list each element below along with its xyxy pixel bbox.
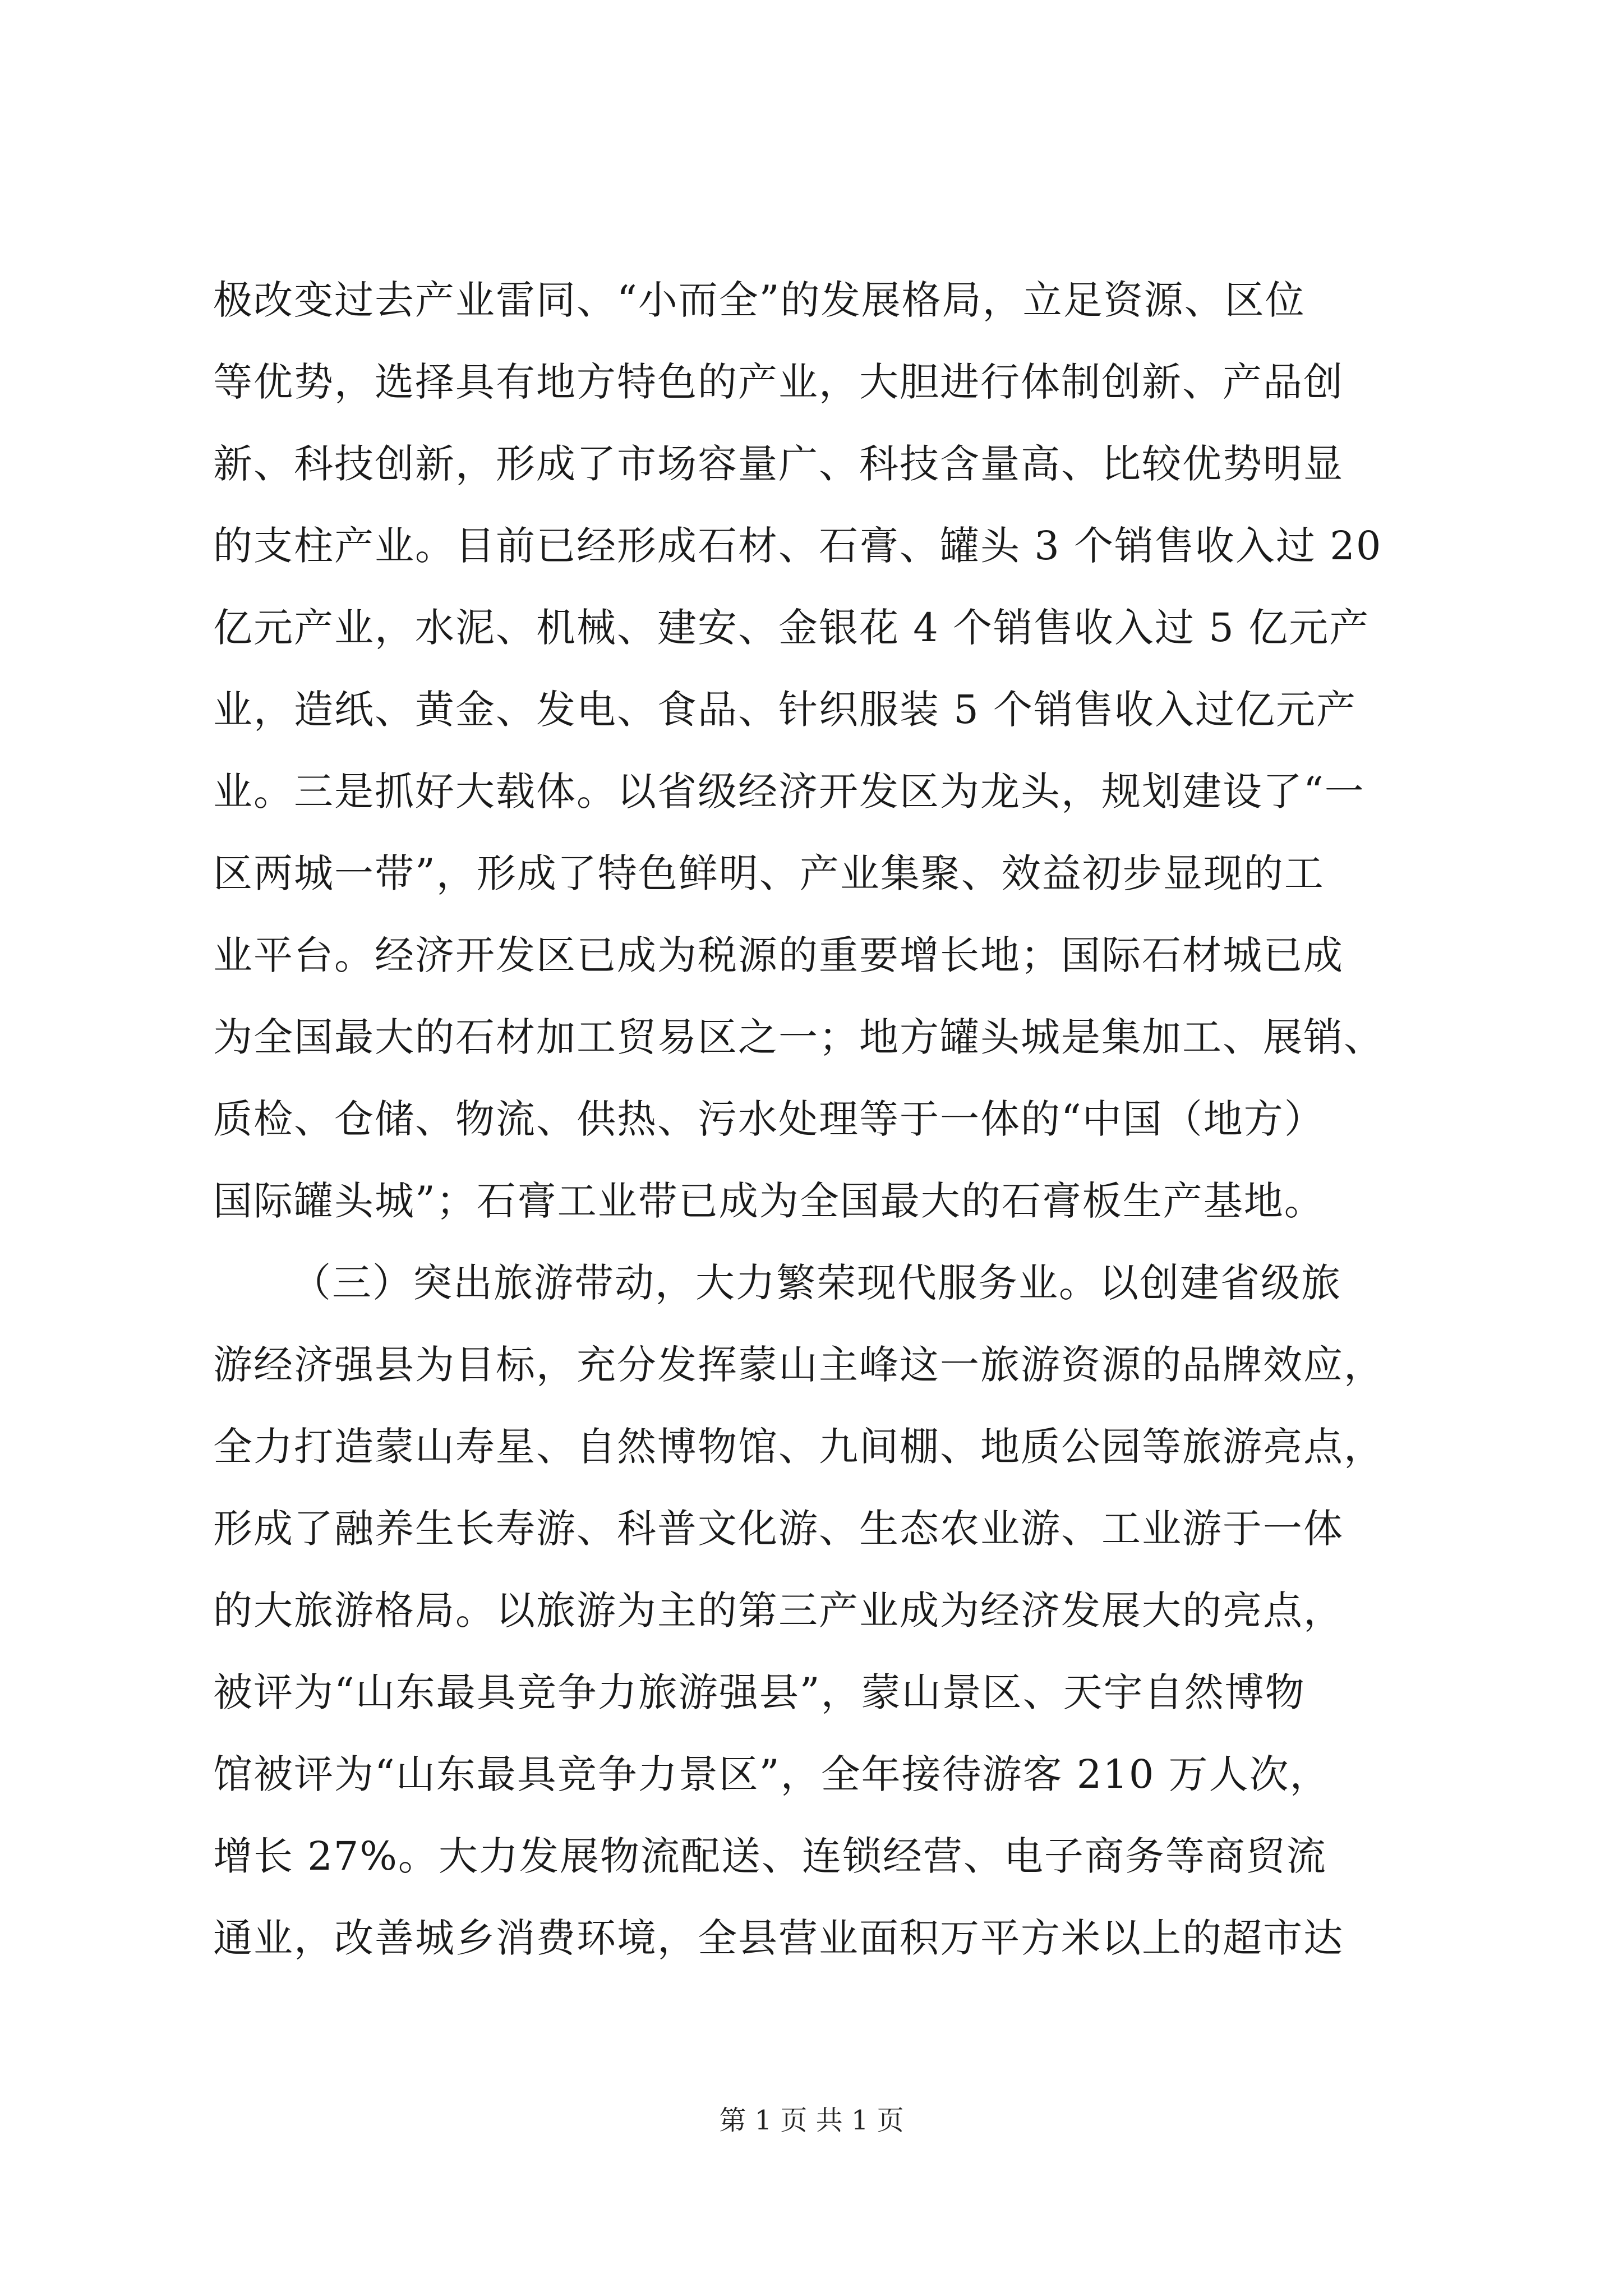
text-line: 质检、仓储、物流、供热、污水处理等于一体的“中国（地方）	[213, 1096, 1325, 1142]
page-footer: 第 1 页 共 1 页	[719, 2105, 904, 2136]
text-line: 新、科技创新，形成了市场容量广、科技含量高、比较优势明显	[213, 441, 1344, 487]
paragraph-start-line: （三）突出旅游带动，大力繁荣现代服务业。以创建省级旅	[292, 1260, 1341, 1306]
text-line: 亿元产业，水泥、机械、建安、金银花 4 个销售收入过 5 亿元产	[213, 605, 1370, 651]
text-line: 游经济强县为目标，充分发挥蒙山主峰这一旅游资源的品牌效应，	[213, 1342, 1384, 1388]
text-line: 增长 27%。大力发展物流配送、连锁经营、电子商务等商贸流	[213, 1833, 1327, 1879]
text-line: 全力打造蒙山寿星、自然博物馆、九间棚、地质公园等旅游亮点，	[213, 1424, 1384, 1470]
text-line: 业平台。经济开发区已成为税源的重要增长地；国际石材城已成	[213, 932, 1344, 978]
text-line: 的支柱产业。目前已经形成石材、石膏、罐头 3 个销售收入过 20	[213, 523, 1382, 569]
text-line: 等优势，选择具有地方特色的产业，大胆进行体制创新、产品创	[213, 359, 1344, 405]
text-line: 被评为“山东最具竞争力旅游强县”，蒙山景区、天宇自然博物	[213, 1669, 1306, 1715]
text-line: 的大旅游格局。以旅游为主的第三产业成为经济发展大的亮点，	[213, 1588, 1344, 1634]
text-line: 通业，改善城乡消费环境，全县营业面积万平方米以上的超市达	[213, 1915, 1344, 1961]
text-line: 为全国最大的石材加工贸易区之一；地方罐头城是集加工、展销、	[213, 1014, 1384, 1060]
text-line: 业。三是抓好大载体。以省级经济开发区为龙头，规划建设了“一	[213, 769, 1365, 815]
text-line: 形成了融养生长寿游、科普文化游、生态农业游、工业游于一体	[213, 1506, 1344, 1552]
text-line: 区两城一带”，形成了特色鲜明、产业集聚、效益初步显现的工	[213, 850, 1325, 896]
text-line: 国际罐头城”；石膏工业带已成为全国最大的石膏板生产基地。	[213, 1178, 1325, 1224]
text-line: 业，造纸、黄金、发电、食品、针织服装 5 个销售收入过亿元产	[213, 687, 1357, 733]
text-line: 极改变过去产业雷同、“小而全”的发展格局，立足资源、区位	[213, 277, 1306, 323]
text-line: 馆被评为“山东最具竞争力景区”，全年接待游客 210 万人次，	[213, 1751, 1330, 1797]
